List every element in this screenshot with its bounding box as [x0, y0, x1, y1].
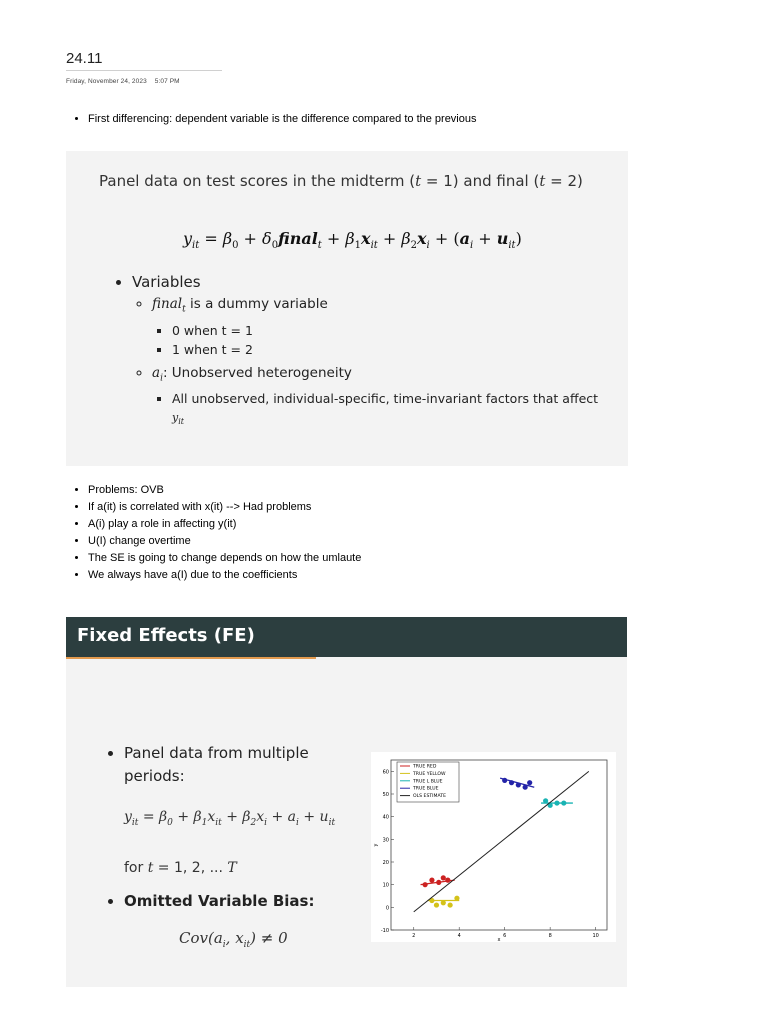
ovb-scatter-chart — [371, 752, 616, 942]
page-date: Friday, November 24, 2023 — [66, 78, 147, 85]
y-tick-label: 20 — [382, 860, 389, 866]
list-item: • The SE is going to change depends on how the umlaute — [88, 550, 361, 567]
cov-expression: $Cov(a_i$, $x_{it}) \ne 0$ — [179, 928, 288, 950]
y-tick-label: 0 — [385, 905, 389, 912]
x-tick-label: 2 — [412, 933, 416, 939]
x-tick-label: 10 — [592, 933, 599, 939]
data-point-red — [423, 882, 428, 887]
list-item: • If a(it) is correlated with x(it) --> Had problems — [88, 499, 361, 516]
list-item: • First differencing: dependent variable is the difference compared to the previous — [88, 111, 477, 128]
title-accent-line — [66, 657, 316, 659]
x-tick-label: 4 — [457, 933, 461, 939]
data-point-blue — [523, 785, 528, 790]
fe-list — [106, 742, 374, 957]
list-item: ◦ final$_t$ is a dummy variable ▪ 0 when t = 1 ▪ 1 when t = 2 — [152, 295, 598, 359]
data-point-blue — [527, 780, 532, 785]
list-item: ▪ All unobserved, individual-specific, time-invariant factors that affect $y_{it}$ — [172, 390, 598, 431]
x-tick-label: 6 — [503, 933, 507, 939]
data-point-blue — [502, 778, 507, 783]
slide-heading: Panel data on test scores in the midterm (t = 1) and final (t = 2) — [99, 172, 583, 190]
data-point-lblue — [543, 798, 548, 803]
x-tick-label: 8 — [548, 933, 552, 939]
page-time: 5:07 PM — [154, 78, 180, 85]
page-datetime — [66, 78, 180, 85]
list-item: • Problems: OVB — [88, 482, 361, 499]
data-point-lblue — [561, 800, 566, 805]
legend-label: TRUE RED — [413, 764, 437, 770]
list-item: • A(i) play a role in affecting y(it) — [88, 516, 361, 533]
list-item: • U(I) change overtime — [88, 533, 361, 550]
y-tick-label: 40 — [382, 814, 389, 821]
data-point-red — [445, 878, 450, 883]
legend-label: OLS ESTIMATE — [413, 794, 446, 800]
data-point-yellow — [441, 900, 446, 905]
legend-label: TRUE BLUE — [413, 786, 439, 792]
data-point-lblue — [554, 800, 559, 805]
data-point-red — [429, 878, 434, 883]
list-item: • Panel data from multiple periods: $y_{it} = \beta_0 + \beta_1x_{it} + \beta_2x_i + a_i + u_{it}$ for t = 1, 2, ... T — [124, 742, 374, 880]
data-point-red — [436, 880, 441, 885]
page-title: 24.11 — [66, 50, 103, 67]
fe-equation: $y_{it} = \beta_0 + \beta_1x_{it} + \beta_2x_i + a_i + u_{it}$ — [124, 809, 336, 828]
list-item: ▪ 0 when t = 1 — [172, 322, 598, 340]
title-underline — [66, 70, 222, 71]
y-tick-label: 30 — [382, 837, 389, 844]
slide-equation: $y_{it} = \beta_0$ + $\delta_0final_t + \beta_1x_{it} + \beta_2x_i + (a_i + u_{it})$ — [183, 229, 522, 252]
data-point-red — [441, 875, 446, 880]
y-tick-label: 50 — [382, 792, 389, 798]
legend-label: TRUE L BLUE — [413, 779, 443, 785]
data-point-yellow — [454, 896, 459, 901]
notes-list-top — [72, 111, 477, 128]
slide-panel-data — [66, 151, 628, 466]
data-point-blue — [509, 780, 514, 785]
y-tick-label: -10 — [380, 928, 389, 934]
for-range: for t = 1, 2, ... T — [124, 859, 237, 876]
x-axis-label: x — [497, 937, 501, 942]
y-tick-label: 10 — [382, 882, 389, 889]
list-item: • Variables ◦ final$_t$ is a dummy variable ▪ 0 when t = 1 ▪ 1 when t = 2 ◦ $a_i$: Unobserved heterogeneity ▪ All unobserved, individual-specific, time-invariant factors that affect $y_{it}$ — [132, 273, 598, 432]
variables-list — [112, 273, 598, 437]
y-tick-label: 60 — [382, 769, 389, 776]
slide-fixed-effects — [66, 617, 627, 987]
list-item: ◦ $a_i$: Unobserved heterogeneity ▪ All unobserved, individual-specific, time-invariant factors that affect $y_{it}$ — [152, 364, 598, 432]
data-point-yellow — [434, 902, 439, 907]
slide-title: Fixed Effects (FE) — [77, 625, 255, 646]
data-point-yellow — [448, 902, 453, 907]
slide-title-bar — [66, 617, 627, 657]
list-item: ▪ 1 when t = 2 — [172, 341, 598, 359]
notes-list-mid — [72, 482, 361, 584]
y-axis-label: y — [373, 843, 379, 847]
list-item: • Omitted Variable Bias: $Cov(a_i$, $x_{it}) \ne 0$ — [124, 890, 374, 957]
chart-svg — [371, 752, 616, 942]
legend-label: TRUE YELLOW — [413, 771, 446, 777]
data-point-blue — [516, 782, 521, 787]
list-item: • We always have a(I) due to the coefficients — [88, 567, 361, 584]
